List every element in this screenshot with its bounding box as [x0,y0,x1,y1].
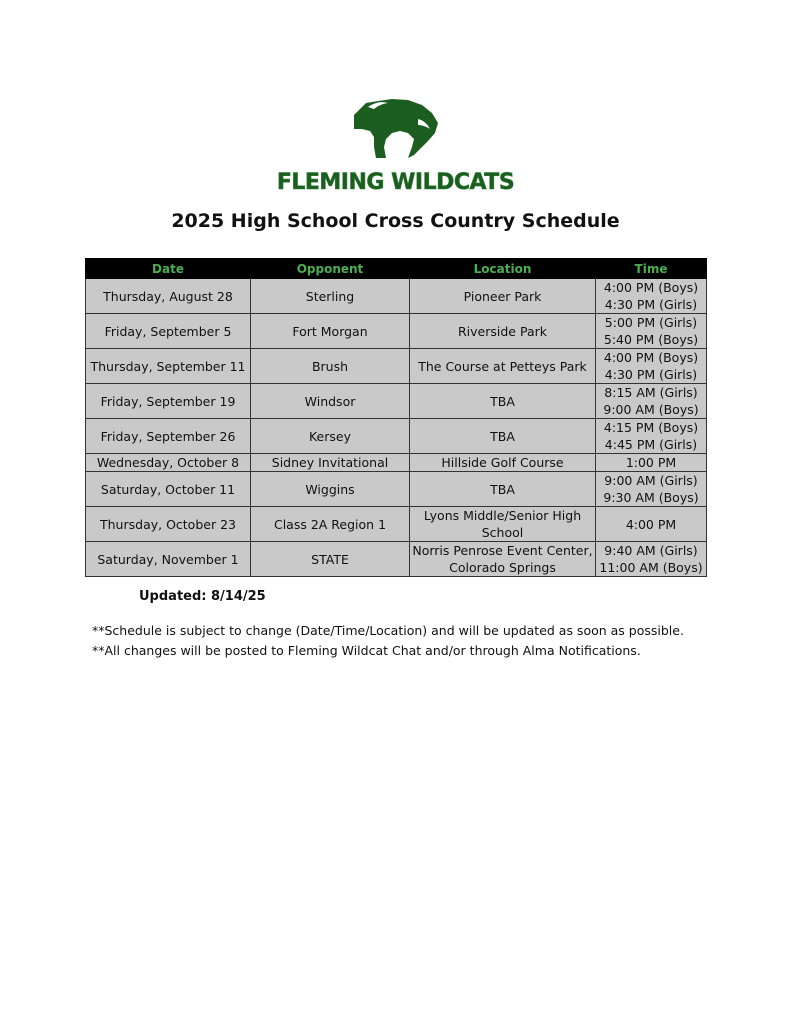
location-cell: TBA [410,419,596,454]
table-row [86,384,707,419]
page-title: 2025 High School Cross Country Schedule [171,210,620,232]
time-entry: 5:00 PM (Girls) [604,315,698,330]
time-entry: 9:30 AM (Boys) [603,490,699,505]
time-cell [596,314,707,349]
schedule-table [85,258,707,577]
time-cell [596,279,707,314]
table-row [86,507,707,542]
opponent-cell: Fort Morgan [251,314,410,349]
opponent-cell: Class 2A Region 1 [251,507,410,542]
time-entry: 4:30 PM (Girls) [604,297,698,312]
time-entry: 5:40 PM (Boys) [603,332,699,347]
opponent-cell: Kersey [251,419,410,454]
time-entry: 1:00 PM [625,455,677,470]
date-cell: Friday, September 26 [86,419,251,454]
date-cell: Thursday, September 11 [86,349,251,384]
column-header-location: Location [410,259,596,279]
time-entry: 8:15 AM (Girls) [604,385,698,400]
opponent-cell: Brush [251,349,410,384]
time-cell [596,419,707,454]
column-header-time: Time [596,259,707,279]
location-cell: The Course at Petteys Park [410,349,596,384]
time-cell [596,542,707,577]
updated-date: Updated: 8/14/25 [139,589,266,604]
table-row [86,314,707,349]
time-entry: 9:40 AM (Girls) [604,543,698,558]
column-header-date: Date [86,259,251,279]
opponent-cell: Wiggins [251,472,410,507]
table-row [86,349,707,384]
time-cell [596,507,707,542]
time-cell [596,454,707,472]
table-row [86,542,707,577]
location-cell: Norris Penrose Event Center, Colorado Springs [410,542,596,577]
column-header-opponent: Opponent [251,259,410,279]
location-cell: TBA [410,472,596,507]
time-entry: 4:15 PM (Boys) [603,420,699,435]
opponent-cell: Sidney Invitational [251,454,410,472]
time-cell [596,384,707,419]
date-cell: Wednesday, October 8 [86,454,251,472]
opponent-cell: STATE [251,542,410,577]
time-entry: 9:00 AM (Boys) [603,402,699,417]
location-cell: Lyons Middle/Senior High School [410,507,596,542]
time-entry: 4:00 PM (Boys) [603,280,699,295]
location-cell: TBA [410,384,596,419]
table-row [86,472,707,507]
opponent-cell: Windsor [251,384,410,419]
time-entry: 4:00 PM [625,516,677,532]
wildcat-head-logo [352,97,438,159]
date-cell: Friday, September 19 [86,384,251,419]
table-header-row [86,259,707,279]
table-row [86,419,707,454]
date-cell: Friday, September 5 [86,314,251,349]
location-cell: Pioneer Park [410,279,596,314]
table-row [86,454,707,472]
date-cell: Saturday, November 1 [86,542,251,577]
time-entry: 4:45 PM (Girls) [604,437,698,452]
location-cell: Hillside Golf Course [410,454,596,472]
notification-note: **All changes will be posted to Fleming Wildcat Chat and/or through Alma Notifications. [92,643,641,658]
location-cell: Riverside Park [410,314,596,349]
date-cell: Saturday, October 11 [86,472,251,507]
school-name: FLEMING WILDCATS [276,170,515,195]
time-entry: 9:00 AM (Girls) [604,473,698,488]
date-cell: Thursday, August 28 [86,279,251,314]
schedule-body [86,279,707,577]
time-cell [596,472,707,507]
schedule-change-note: **Schedule is subject to change (Date/Time/Location) and will be updated as soon as possible. [92,623,684,638]
date-cell: Thursday, October 23 [86,507,251,542]
time-cell [596,349,707,384]
table-row [86,279,707,314]
time-entry: 4:30 PM (Girls) [604,367,698,382]
time-entry: 4:00 PM (Boys) [603,350,699,365]
opponent-cell: Sterling [251,279,410,314]
time-entry: 11:00 AM (Boys) [599,560,703,575]
